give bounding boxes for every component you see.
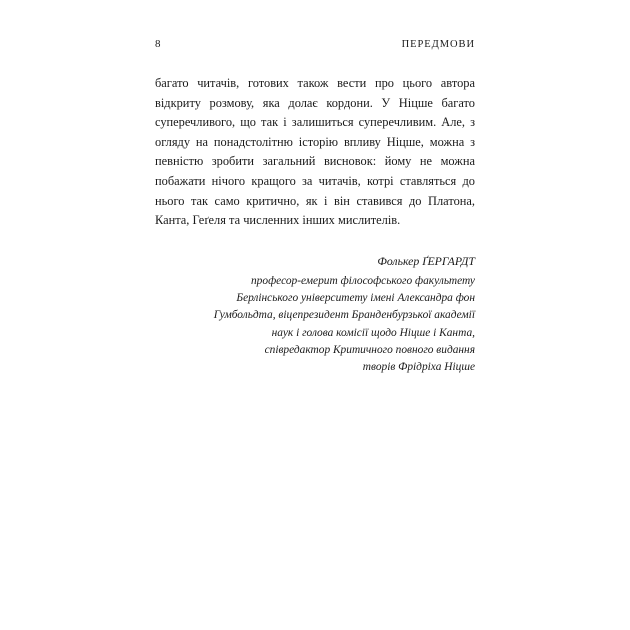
body-text (155, 74, 475, 231)
paragraph: багато читачів, готових також вести про цього автора відкриту розмову, яка долає кордони. У Ніцше багато суперечливого, що так і залишиться суперечливим. Але, з огляду на понадстолітню історію впливу Ніцше, можна з певністю зробити загальний висновок: йому не можна побажати нічого кращого за читачів, котрі ставляться до нього так само критично, як і він ставився до Платона, Канта, Геґеля та численних інших мислителів. (155, 76, 475, 228)
running-head (155, 38, 475, 50)
section-title: ПЕРЕДМОВИ (401, 39, 475, 50)
author-name: Фолькер ҐЕРГАРДТ (377, 253, 475, 268)
page-number: 8 (155, 38, 161, 50)
author-role-line: творів Фрідріха Ніцше (362, 361, 475, 374)
author-role-line: професор-емерит філософського факультету (250, 274, 475, 287)
author-role-line: Гумбольдта, віцепрезидент Бранденбурзької академії (213, 309, 475, 322)
page-content (155, 38, 475, 377)
author-role-line: співредактор Критичного повного видання (264, 343, 475, 356)
author-role-line: наук і голова комісії щодо Ніцше і Канта, (271, 326, 475, 339)
author-role-line: Берлінського університету імені Александра фон (236, 292, 475, 304)
signature-block (155, 253, 475, 377)
